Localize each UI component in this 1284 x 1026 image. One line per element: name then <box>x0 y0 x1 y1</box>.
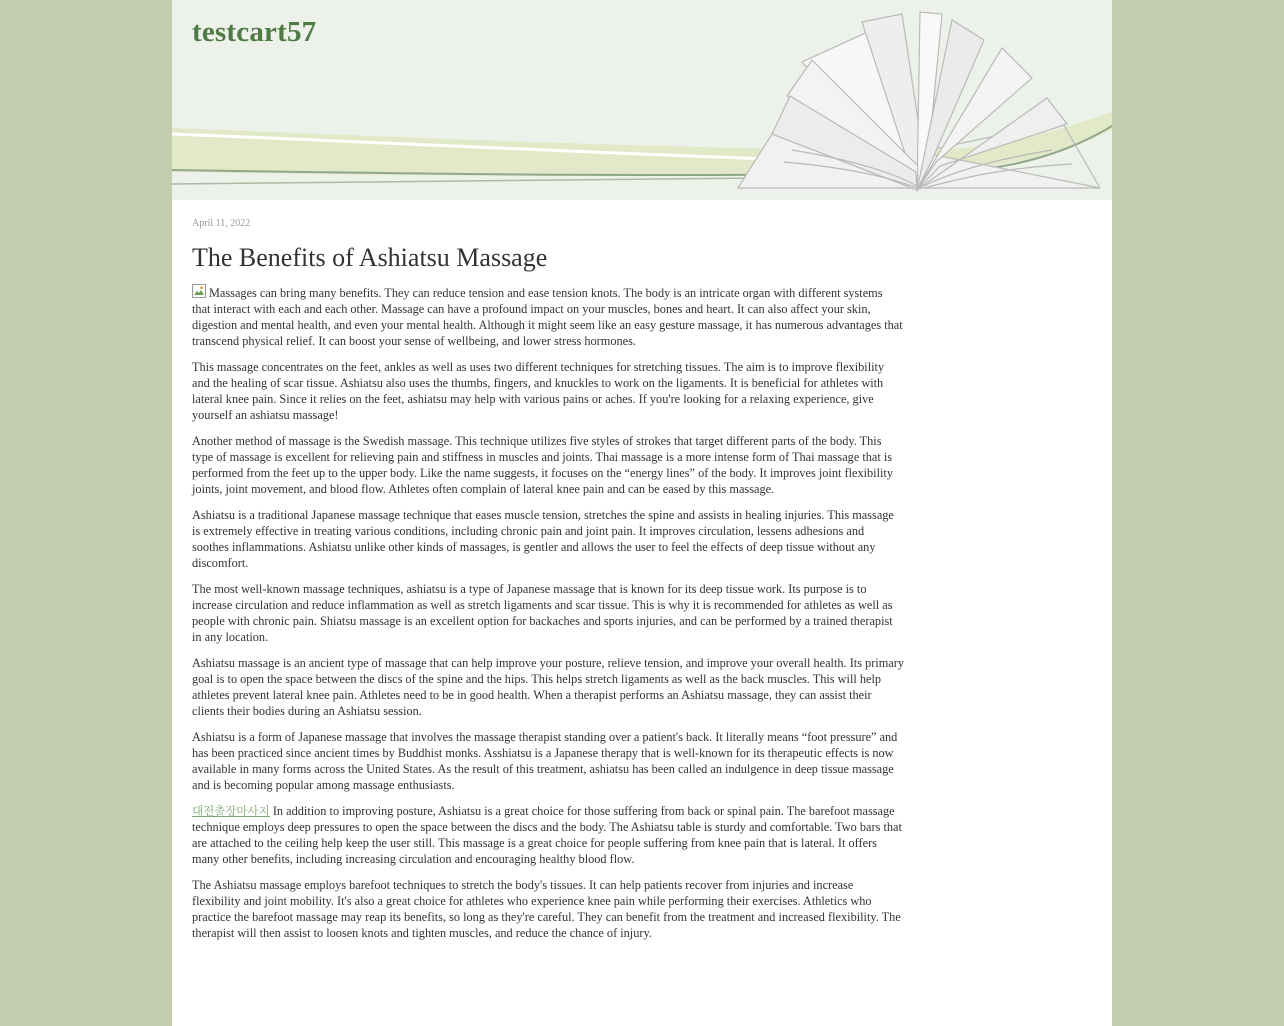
post-paragraph-7: Ashiatsu is a form of Japanese massage that involves the massage therapist standing over a patient's back. It literally means “foot pressure” and has been practiced since ancient times by Buddhist monks. Asshiatsu is a Japanese therapy that is well-known for its therapeutic effects is now available in many forms across the United States. As the result of this treatment, ashiatsu has been called an indulgence in deep tissue massage and is becoming popular among massage enthusiasts. <box>192 730 898 792</box>
external-link[interactable]: 대전출장마사지 <box>192 804 270 818</box>
paragraph-text: Massages can bring many benefits. They can reduce tension and ease tension knots. The body is an intricate organ with different systems that interact with each and each other. Massage can have a profound impact on your muscles, bones and heart. It can also affect your skin, digestion and mental health, and even your mental health. Although it might seem like an easy gesture massage, it has numerous advantages that transcend physical relief. It can boost your sense of wellbeing, and lower stress hormones. <box>192 286 903 348</box>
paragraph-text: In addition to improving posture, Ashiatsu is a great choice for those suffering from back or spinal pain. The barefoot massage technique employs deep pressures to open the space between the discs and the body. The Ashiatsu table is sturdy and comfortable. Two bars that are attached to the ceiling help keep the user still. This massage is a great choice for people suffering from knee pain that is lateral. It offers many other benefits, including increasing circulation and encouraging healthy blood flow. <box>192 804 902 866</box>
post-body <box>192 284 904 941</box>
post-paragraph-1 <box>192 284 904 349</box>
broken-image-icon <box>192 284 206 298</box>
post-paragraph-9: The Ashiatsu massage employs barefoot techniques to stretch the body's tissues. It can help patients recover from injuries and increase flexibility and joint mobility. It's also a great choice for athletes who experience knee pain while performing their exercises. Athletics who practice the barefoot massage may reap its benefits, so long as they're careful. They can benefit from the treatment and increased flexibility. The therapist will then assist to loosen knots and tighten muscles, and reduce the chance of injury. <box>192 878 901 940</box>
main-content <box>192 218 904 951</box>
post-paragraph-3: Another method of massage is the Swedish massage. This technique utilizes five styles of strokes that target different parts of the body. This type of massage is excellent for relieving pain and stiffness in muscles and joints. Thai massage is a more intense form of Thai massage that is performed from the feet up to the upper body. Like the name suggests, it focuses on the “energy lines” of the body. It improves joint flexibility joints, joint movement, and blood flow. Athletes often complain of lateral knee pain and can be eased by this massage. <box>192 434 893 496</box>
site-title-link[interactable]: testcart57 <box>192 16 317 48</box>
post-paragraph-2: This massage concentrates on the feet, ankles as well as uses two different techniques for stretching tissues. The aim is to improve flexibility and the healing of scar tissue. Ashiatsu also uses the thumbs, fingers, and knuckles to work on the ligaments. It is beneficial for athletes with lateral knee pain. Since it relies on the feet, ashiatsu may help with various pains or aches. If you're looking for a relaxing experience, give yourself an ashiatsu massage! <box>192 360 885 422</box>
post-paragraph-4: Ashiatsu is a traditional Japanese massage technique that eases muscle tension, stretches the spine and assists in healing injuries. This massage is extremely effective in treating various conditions, including chronic pain and joint pain. It improves circulation, lessens adhesions and soothes inflammations. Ashiatsu unlike other kinds of massages, is gentler and allows the user to feel the effects of deep tissue without any discomfort. <box>192 508 894 570</box>
post-paragraph-5: The most well-known massage techniques, ashiatsu is a type of Japanese massage that is known for its deep tissue work. Its purpose is to increase circulation and reduce inflammation as well as stretch ligaments and scar tissue. This is why it is recommended for athletes as well as people with chronic pain. Shiatsu massage is an excellent option for backaches and sports injuries, and can be performed by a trained therapist in any location. <box>192 582 893 644</box>
post-paragraph-6: Ashiatsu massage is an ancient type of massage that can help improve your posture, relieve tension, and improve your overall health. Its primary goal is to open the space between the discs of the spine and the hips. This helps stretch ligaments as well as the back muscles. This will help athletes prevent lateral knee pain. Athletes need to be in good health. When a therapist performs an Ashiatsu massage, they can assist their clients their bodies during an Ashiatsu session. <box>192 656 904 718</box>
page-container <box>172 0 1112 1026</box>
post-paragraph-8 <box>192 803 904 867</box>
post-date: April 11, 2022 <box>192 218 251 229</box>
site-header <box>172 0 1112 200</box>
post-title: The Benefits of Ashiatsu Massage <box>192 243 548 272</box>
